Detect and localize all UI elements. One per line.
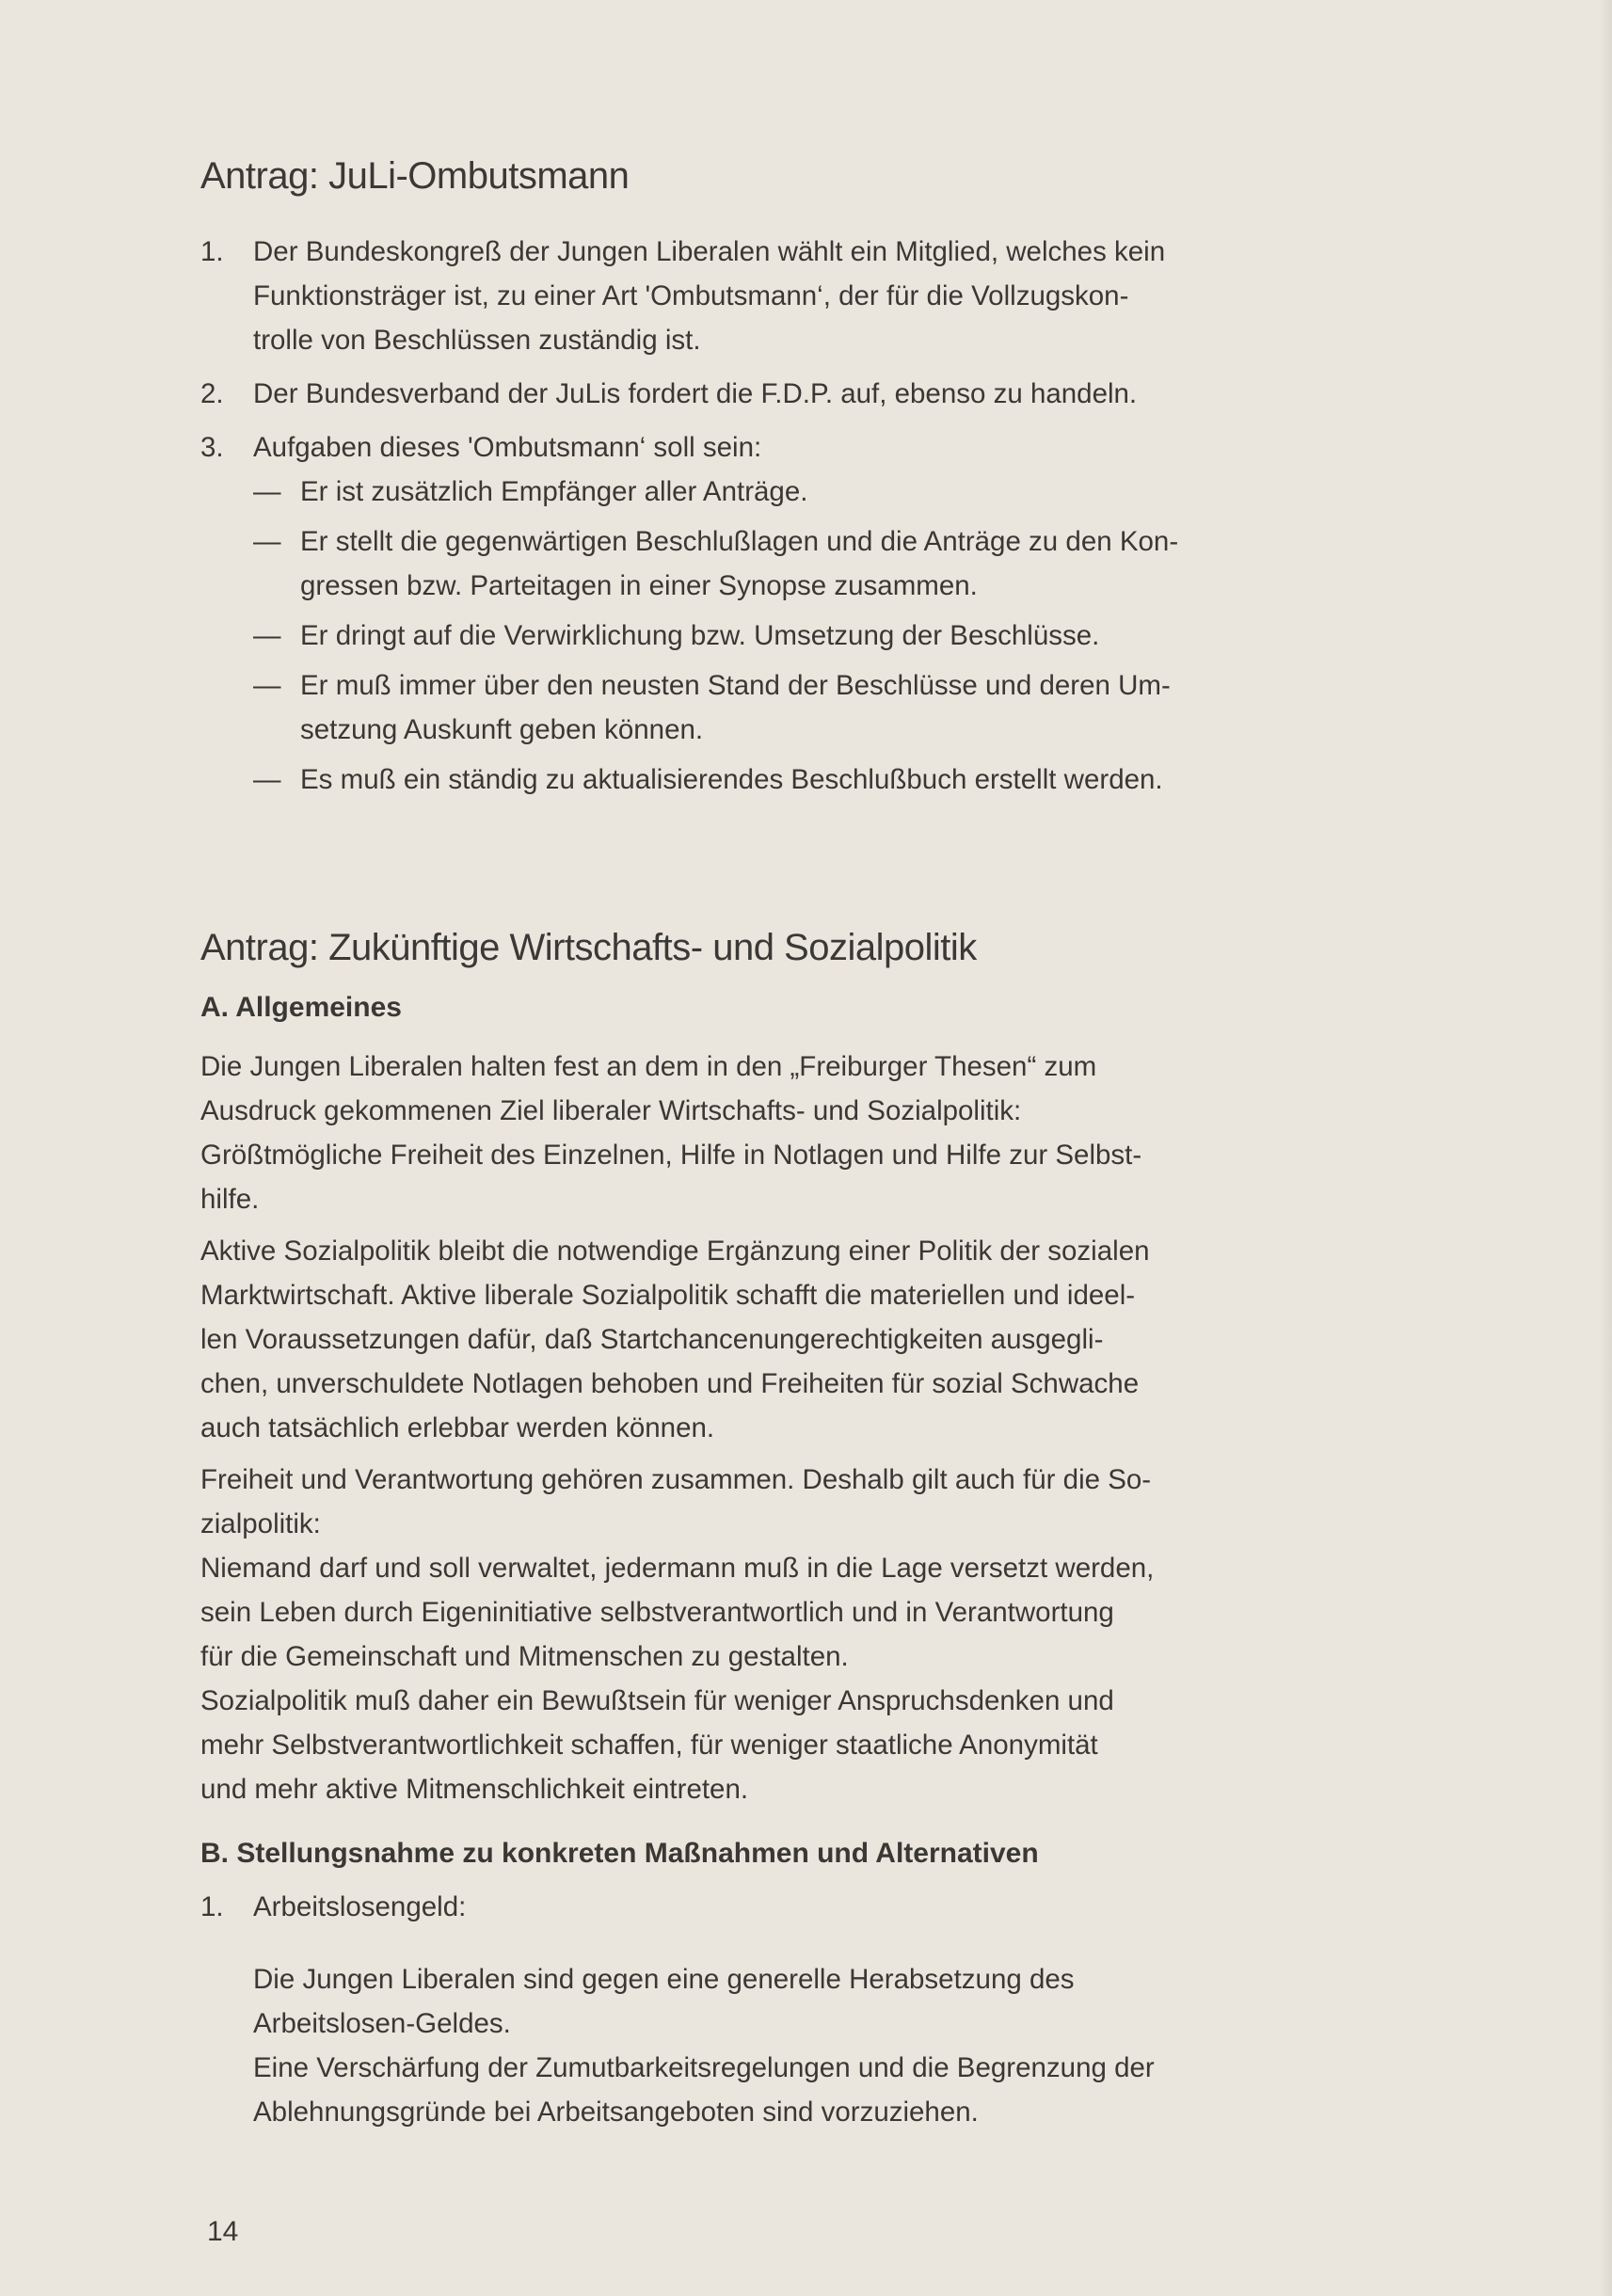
page-edge-shadow: [1599, 0, 1612, 2296]
dash-item: [200, 663, 1414, 752]
text-line: hilfe.: [200, 1184, 260, 1215]
text-line: Marktwirtschaft. Aktive liberale Sozialpolitik schafft die materiellen und ideel-: [200, 1280, 1136, 1311]
text-line: und mehr aktive Mitmenschlichkeit eintreten.: [200, 1774, 749, 1805]
text-line: Sozialpolitik muß daher ein Bewußtsein für weniger Anspruchsdenken und: [200, 1685, 1114, 1716]
text-line: Er muß immer über den neusten Stand der Beschlüsse und deren Um-: [300, 670, 1171, 701]
section-ombutsmann: [200, 155, 1414, 802]
text-line: chen, unverschuldete Notlagen behoben und Freiheiten für sozial Schwache: [200, 1368, 1140, 1399]
item-number: 2.: [200, 378, 224, 409]
list-item: [200, 425, 1414, 470]
text-line: setzung Auskunft geben können.: [300, 714, 704, 745]
text-line: Eine Verschärfung der Zumutbarkeitsregelungen und die Begrenzung der: [253, 2052, 1155, 2083]
text-line: Er dringt auf die Verwirklichung bzw. Umsetzung der Beschlüsse.: [300, 620, 1100, 651]
text-line: sein Leben durch Eigeninitiative selbstverantwortlich und in Verantwortung: [200, 1597, 1114, 1628]
page-number: 14: [207, 2216, 239, 2247]
text-line: mehr Selbstverantwortlichkeit schaffen, für weniger staatliche Anonymität: [200, 1730, 1098, 1761]
item-number: 1.: [200, 236, 224, 267]
paragraph: [200, 1044, 1414, 1221]
text-line: Es muß ein ständig zu aktualisierendes Beschlußbuch erstellt werden.: [300, 764, 1163, 795]
text-line: Aktive Sozialpolitik bleibt die notwendige Ergänzung einer Politik der sozialen: [200, 1236, 1150, 1267]
text-line: für die Gemeinschaft und Mitmenschen zu gestalten.: [200, 1641, 849, 1672]
dash-bullet: —: [253, 764, 281, 795]
text-line: Aufgaben dieses 'Ombutsmann‘ soll sein:: [253, 432, 762, 463]
text-line: Größtmögliche Freiheit des Einzelnen, Hilfe in Notlagen und Hilfe zur Selbst-: [200, 1140, 1142, 1171]
text-line: zialpolitik:: [200, 1508, 321, 1539]
text-line: Funktionsträger ist, zu einer Art 'Ombutsmann‘, der für die Vollzugskon-: [253, 280, 1129, 311]
item-number: 3.: [200, 432, 224, 463]
text-line: len Voraussetzungen dafür, daß Startchancenungerechtigkeiten ausgegli-: [200, 1324, 1104, 1355]
item-label: Arbeitslosengeld:: [253, 1891, 467, 1922]
section-title: Antrag: Zukünftige Wirtschafts- und Sozialpolitik: [200, 927, 977, 968]
text-line: Die Jungen Liberalen halten fest an dem in den „Freiburger Thesen“ zum: [200, 1051, 1097, 1082]
text-line: auch tatsächlich erlebbar werden können.: [200, 1412, 715, 1443]
section-wirtschaftspolitik: [200, 927, 1414, 2134]
text-line: Freiheit und Verantwortung gehören zusammen. Deshalb gilt auch für die So-: [200, 1464, 1152, 1495]
text-line: Er stellt die gegenwärtigen Beschlußlagen und die Anträge zu den Kon-: [300, 526, 1179, 557]
text-line: Ablehnungsgründe bei Arbeitsangeboten sind vorzuziehen.: [253, 2097, 979, 2128]
subsection-heading: B. Stellungsnahme zu konkreten Maßnahmen und Alternativen: [200, 1838, 1039, 1869]
dash-bullet: —: [253, 620, 281, 651]
dash-item: [200, 470, 1414, 514]
section-title: Antrag: JuLi-Ombutsmann: [200, 155, 630, 197]
text-line: trolle von Beschlüssen zuständig ist.: [253, 325, 701, 356]
dash-bullet: —: [253, 670, 281, 701]
item-number: 1.: [200, 1891, 224, 1922]
paragraph: [200, 1458, 1414, 1811]
dash-item: [200, 757, 1414, 802]
dash-bullet: —: [253, 476, 281, 507]
list-item: [200, 230, 1414, 362]
dash-item: [200, 614, 1414, 658]
text-line: Arbeitslosen-Geldes.: [253, 2008, 511, 2039]
text-line: Der Bundeskongreß der Jungen Liberalen wählt ein Mitglied, welches kein: [253, 236, 1166, 267]
text-line: Ausdruck gekommenen Ziel liberaler Wirtschafts- und Sozialpolitik:: [200, 1095, 1022, 1126]
text-line: gressen bzw. Parteitagen in einer Synopse zusammen.: [300, 570, 978, 601]
dash-bullet: —: [253, 526, 281, 557]
text-line: Niemand darf und soll verwaltet, jedermann muß in die Lage versetzt werden,: [200, 1553, 1155, 1584]
list-item: [200, 372, 1414, 416]
list-item: [200, 1885, 1414, 2134]
text-line: Die Jungen Liberalen sind gegen eine generelle Herabsetzung des: [253, 1964, 1075, 1995]
dash-item: [200, 519, 1414, 608]
paragraph: [200, 1229, 1414, 1450]
subsection-heading: A. Allgemeines: [200, 992, 402, 1023]
text-line: Er ist zusätzlich Empfänger aller Anträge.: [300, 476, 808, 507]
text-line: Der Bundesverband der JuLis fordert die F.D.P. auf, ebenso zu handeln.: [253, 378, 1138, 409]
